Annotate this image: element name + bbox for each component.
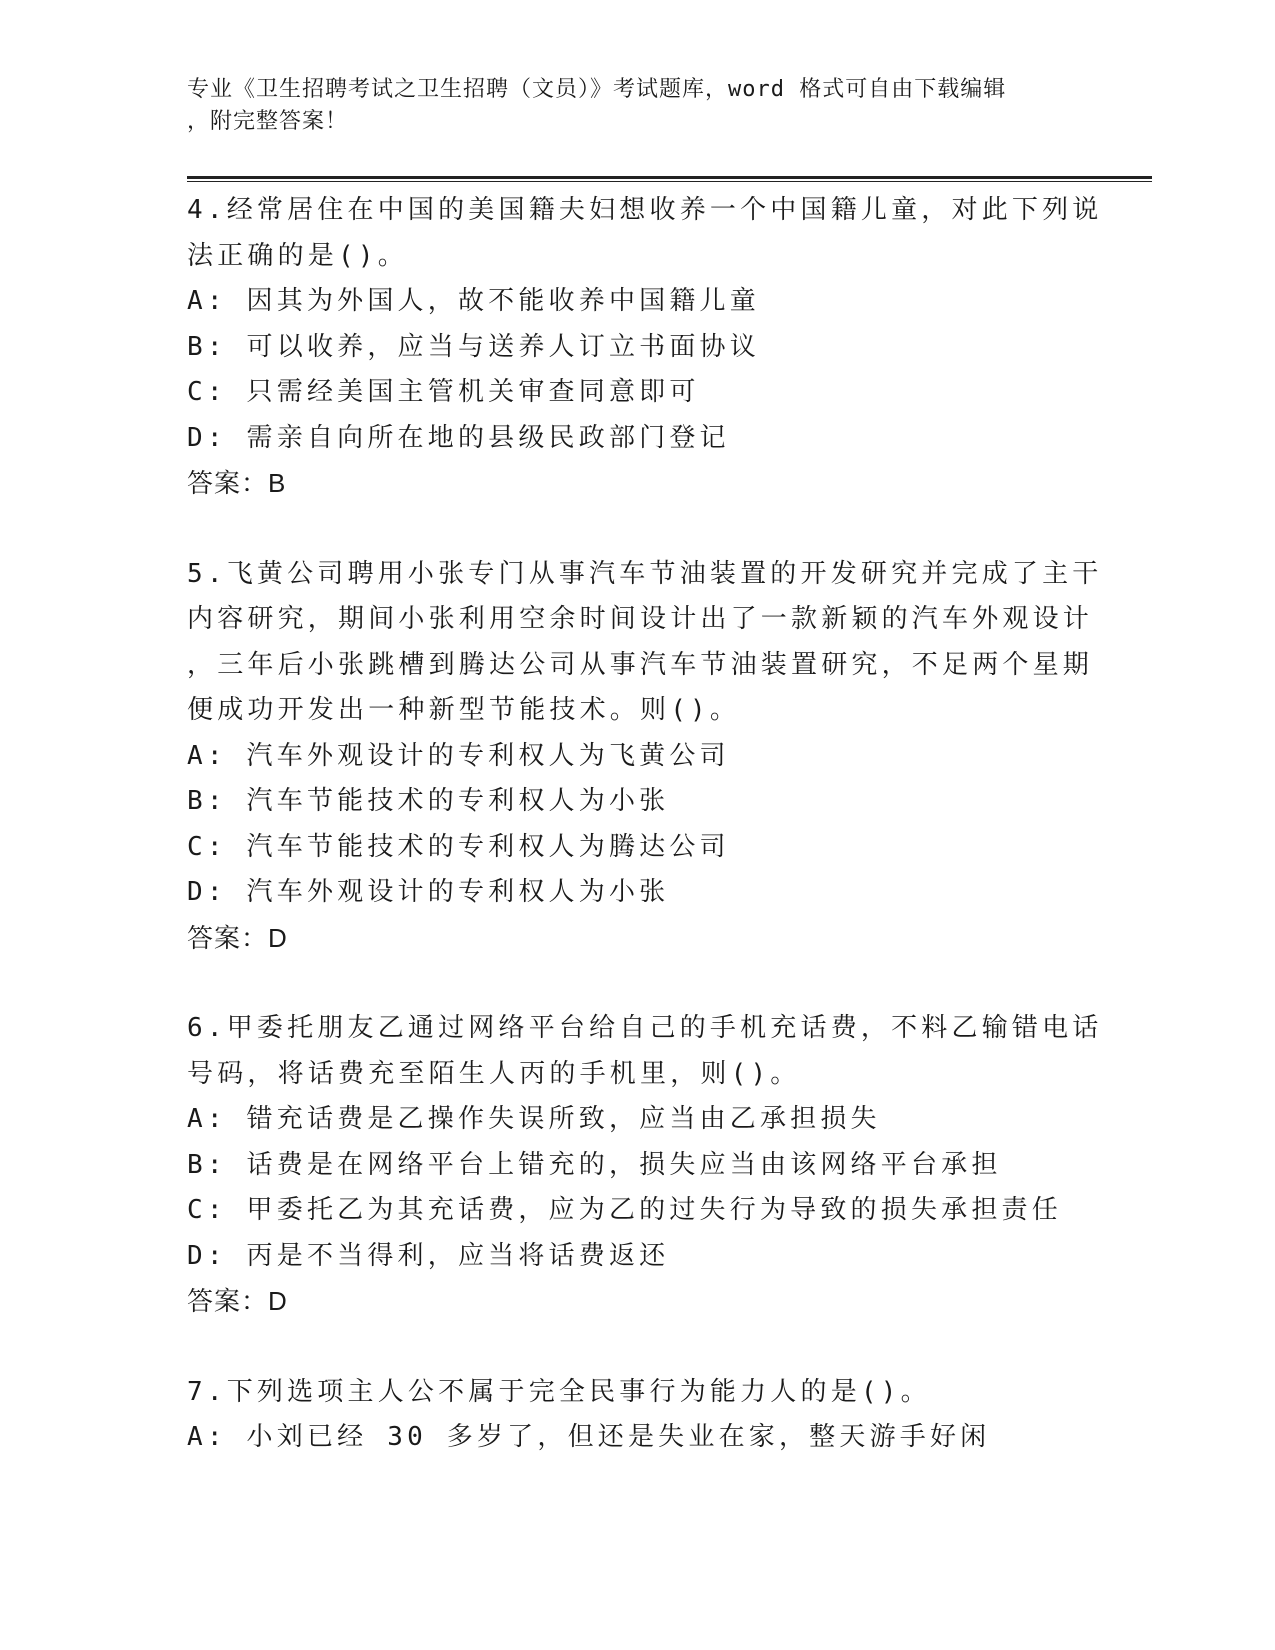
question-text-line: 6.甲委托朋友乙通过网络平台给自己的手机充话费，不料乙输错电话: [187, 1013, 1103, 1043]
option-b: B: 可以收养，应当与送养人订立书面协议: [187, 331, 760, 362]
answer-line: 答案：D: [187, 922, 288, 953]
question-text-line: 内容研究，期间小张利用空余时间设计出了一款新颖的汽车外观设计: [187, 604, 1094, 634]
option-c: C: 只需经美国主管机关审查同意即可: [187, 377, 700, 407]
option-d: D: 需亲自向所在地的县级民政部门登记: [187, 422, 730, 453]
option-d: D: 丙是不当得利，应当将话费返还: [187, 1240, 670, 1271]
question-text-line: 号码，将话费充至陌生人丙的手机里，则()。: [187, 1058, 801, 1089]
option-a: A: 小刘已经 30 多岁了，但还是失业在家，整天游手好闲: [187, 1422, 991, 1452]
question-gap: [187, 507, 1087, 552]
question-text-line: 4.经常居住在中国的美国籍夫妇想收养一个中国籍儿童，对此下列说: [187, 195, 1103, 225]
question-text-line: 7.下列选项主人公不属于完全民事行为能力人的是()。: [187, 1376, 931, 1407]
question-7: [187, 1370, 1087, 1461]
option-a: A: 汽车外观设计的专利权人为飞黄公司: [187, 740, 730, 771]
question-gap: [187, 961, 1087, 1006]
option-c: C: 汽车节能技术的专利权人为腾达公司: [187, 831, 730, 862]
question-text-line: 法正确的是()。: [187, 240, 408, 271]
option-c: C: 甲委托乙为其充话费，应为乙的过失行为导致的损失承担责任: [187, 1195, 1062, 1225]
question-gap: [187, 1325, 1087, 1370]
question-4: [187, 188, 1103, 507]
document-header: [187, 74, 1067, 138]
question-text-line: 5.飞黄公司聘用小张专门从事汽车节油装置的开发研究并完成了主干: [187, 558, 1103, 589]
header-line-1: 专业《卫生招聘考试之卫生招聘（文员）》考试题库，word 格式可自由下载编辑: [187, 77, 1007, 102]
question-text-line: ，三年后小张跳槽到腾达公司从事汽车节油装置研究，不足两个星期: [187, 649, 1094, 680]
answer-line: 答案：D: [187, 1286, 288, 1316]
question-list: [187, 188, 1103, 1461]
question-5: [187, 552, 1103, 962]
question-text-line: 便成功开发出一种新型节能技术。则()。: [187, 695, 741, 725]
question-6: [187, 1006, 1103, 1325]
header-divider-thick: [187, 176, 1152, 179]
option-b: B: 汽车节能技术的专利权人为小张: [187, 786, 670, 816]
option-a: A: 错充话费是乙操作失误所致，应当由乙承担损失: [187, 1104, 881, 1134]
header-line-2: ，附完整答案！: [187, 109, 349, 134]
option-d: D: 汽车外观设计的专利权人为小张: [187, 877, 670, 907]
option-b: B: 话费是在网络平台上错充的，损失应当由该网络平台承担: [187, 1149, 1002, 1180]
header-divider-thin: [187, 181, 1152, 182]
option-a: A: 因其为外国人，故不能收养中国籍儿童: [187, 286, 760, 316]
answer-line: 答案：B: [187, 468, 287, 498]
